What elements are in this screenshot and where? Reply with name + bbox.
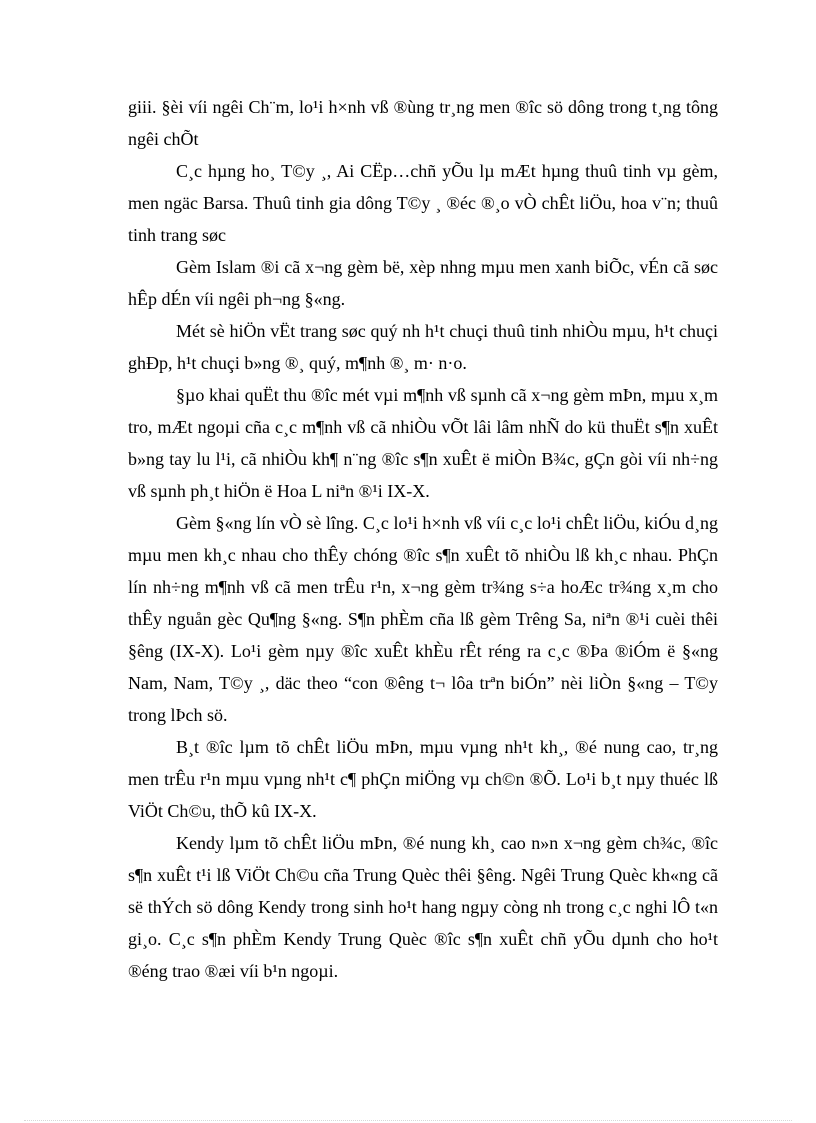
paragraph-3: Gèm Islam ®i cã x¬ng gèm bë, xèp nhng mµu men xanh biÕc, vÉn cã søc hÊp dÉn víi ngêi ph¬ng §«ng.	[128, 257, 718, 309]
paragraph-2: C¸c hµng ho¸ T©y ¸, Ai CËp…chñ yÕu lµ mÆt hµng thuû tinh vµ gèm, men ngäc Barsa. Thuû tinh gia dông T©y ¸ ®éc ®¸o vÒ chÊt liÖu, hoa v¨n; thuû tinh trang søc	[128, 161, 718, 245]
paragraph-8: Kendy lµm tõ chÊt liÖu mÞn, ®é nung kh¸ cao n»n x¬ng gèm ch¾c, ®îc s¶n xuÊt t¹i lß ViÖt Ch©u cña Trung Quèc thêi §êng. Ngêi Trung Quèc kh«ng cã së thÝch sö dông Kendy trong sinh ho¹t hang ngµy còng nh trong c¸c nghi lÔ t«n gi¸o. C¸c s¶n phÈm Kendy Trung Quèc ®îc s¶n xuÊt chñ yÕu dµnh cho ho¹t ®éng trao ®æi víi b¹n ngoµi.	[128, 833, 718, 981]
paragraph-6: Gèm §«ng lín vÒ sè lîng. C¸c lo¹i h×nh vß víi c¸c lo¹i chÊt liÖu, kiÓu d¸ng mµu men kh¸c nhau cho thÊy chóng ®îc s¶n xuÊt tõ nhiÒu lß kh¸c nhau. PhÇn lín nh÷ng m¶nh vß cã men trÊu r¹n, x¬ng gèm tr¾ng s÷a hoÆc tr¾ng x¸m cho thÊy nguån gèc Qu¶ng §«ng. S¶n phÈm cña lß gèm Trêng Sa, niªn ®¹i cuèi thêi §êng (IX-X). Lo¹i gèm nµy ®îc xuÊt khÈu rÊt réng ra c¸c ®Þa ®iÓm ë §«ng Nam, Nam, T©y ¸, däc theo “con ®êng t¬ lôa trªn biÓn” nèi liÒn §«ng – T©y trong lÞch sö.	[128, 513, 718, 725]
paragraph-5: §µo khai quËt thu ®îc mét vµi m¶nh vß sµnh cã x¬ng gèm mÞn, mµu x¸m tro, mÆt ngoµi cña c¸c m¶nh vß cã nhiÒu vÕt lâi lâm nhÑ do kü thuËt s¶n xuÊt b»ng tay lu l¹i, cã nhiÒu kh¶ n¨ng ®îc s¶n xuÊt ë miÒn B¾c, gÇn gòi víi nh÷ng vß sµnh ph¸t hiÖn ë Hoa L niªn ®¹i IX-X.	[128, 385, 718, 501]
paragraph-4: Mét sè hiÖn vËt trang søc quý nh h¹t chuçi thuû tinh nhiÒu mµu, h¹t chuçi ghÐp, h¹t chuçi b»ng ®¸ quý, m¶nh ®¸ m· n·o.	[128, 321, 718, 373]
page-bottom-divider	[24, 1120, 792, 1121]
body-text	[128, 91, 718, 987]
paragraph-1: giii. §èi víi ngêi Ch¨m, lo¹i h×nh vß ®ùng tr¸ng men ®îc sö dông trong t¸ng tông ngêi chÕt	[128, 97, 718, 149]
paragraph-7: B¸t ®îc lµm tõ chÊt liÖu mÞn, mµu vµng nh¹t kh¸, ®é nung cao, tr¸ng men trÊu r¹n mµu vµng nh¹t c¶ phÇn miÖng vµ ch©n ®Õ. Lo¹i b¸t nµy thuéc lß ViÖt Ch©u, thÕ kû IX-X.	[128, 737, 718, 821]
